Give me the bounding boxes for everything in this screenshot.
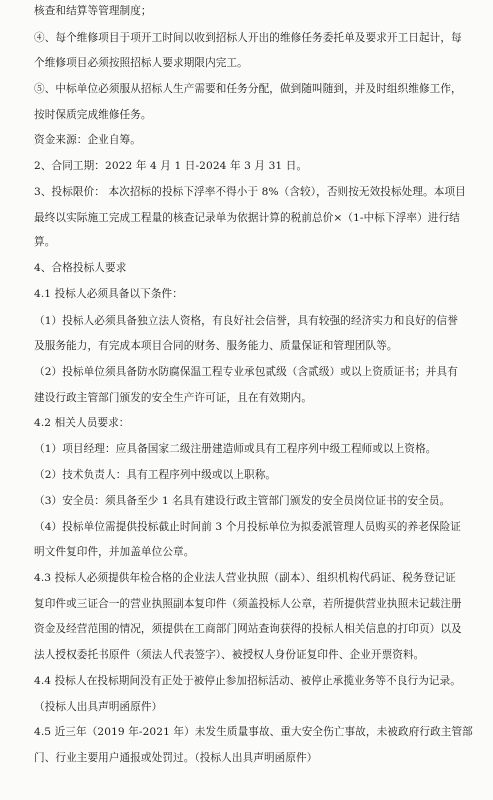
text-line: 2、合同工期：2022 年 4 月 1 日-2024 年 3 月 31 日。 (34, 160, 308, 172)
text-line: （投标人出具声明函原件） (34, 701, 163, 713)
text-line: （4）投标单位需提供投标截止时间前 3 个月投标单位为拟委派管理人员购买的养老保险证 (34, 521, 461, 533)
text-line: 明文件复印件，并加盖单位公章。 (34, 546, 195, 558)
text-line: 最终以实际施工完成工程量的核查记录单为依据计算的税前总价×（1-中标下浮率）进行结 (34, 212, 460, 224)
text-line: 4.1 投标人必须具备以下条件： (34, 288, 183, 300)
text-line: 复印件或三证合一的营业执照副本复印件（须盖投标人公章，若所提供营业执照未记载注册 (34, 598, 462, 610)
text-line: ⑤、中标单位必须服从招标人生产需要和任务分配，做到随叫随到，并及时组织维修工作， (34, 83, 462, 95)
text-line: （2）投标单位须具备防水防腐保温工程专业承包贰级（含贰级）或以上资质证书；并具有 (34, 366, 458, 378)
text-line: 算。 (34, 236, 56, 248)
section-heading: 4、合格投标人要求 (34, 262, 127, 274)
text-line: 个维修项目必须按照招标人要求期限内完工。 (34, 57, 248, 69)
text-line: 4.2 相关人员要求： (34, 417, 130, 429)
text-line: 4.5 近三年（2019 年-2021 年）未发生质量事故、重大安全伤亡事故，未被政府行政主管部 (34, 726, 473, 738)
text-line: （2）技术负责人：具有工程序列中级或以上职称。 (34, 469, 277, 481)
text-line: 及服务能力，有完成本项目合同的财务、服务能力、质量保证和管理团队等。 (34, 340, 398, 352)
text-line: 核查和结算等管理制度； (34, 5, 152, 17)
text-line: （3）安全员：须具备至少 1 名具有建设行政主管部门颁发的安全员岗位证书的安全员。 (34, 495, 451, 507)
text-line: 资金及经营范围的情况，须提供在工商部门网站查询获得的投标人相关信息的打印页）以及 (34, 623, 462, 635)
text-line: 资金来源：企业自筹。 (34, 134, 141, 146)
text-line: 法人授权委托书原件（须法人代表签字）、被授权人身份证复印件、企业开票资料。 (34, 649, 425, 661)
text-line: 按时保质完成维修任务。 (34, 109, 152, 121)
text-line: 门、行业主要用户通报或处罚过。（投标人出具声明函原件） (34, 752, 318, 764)
text-line: 4.4 投标人在投标期间没有正处于被停止参加招标活动、被停止承揽业务等不良行为记录。 (34, 675, 461, 687)
text-line: ④、每个维修项目于项开工时间以收到招标人开出的维修任务委托单及要求开工日起计，每 (34, 32, 462, 44)
text-line: 3、投标限价： 本次招标的投标下浮率不得小于 8%（含较），否则按无效投标处理。本项目 (34, 186, 466, 198)
text-line: 4.3 投标人必须提供年检合格的企业法人营业执照（副本）、组织机构代码证、税务登记证 (34, 572, 456, 584)
text-line: （1）投标人必须具备独立法人资格，有良好社会信誉，具有较强的经济实力和良好的信誉 (34, 315, 458, 327)
text-line: （1）项目经理：应具备国家二级注册建造师或具有工程序列中级工程师或以上资格。 (34, 443, 437, 455)
text-line: 建设行政主管部门颁发的安全生产许可证，且在有效期内。 (34, 392, 313, 404)
